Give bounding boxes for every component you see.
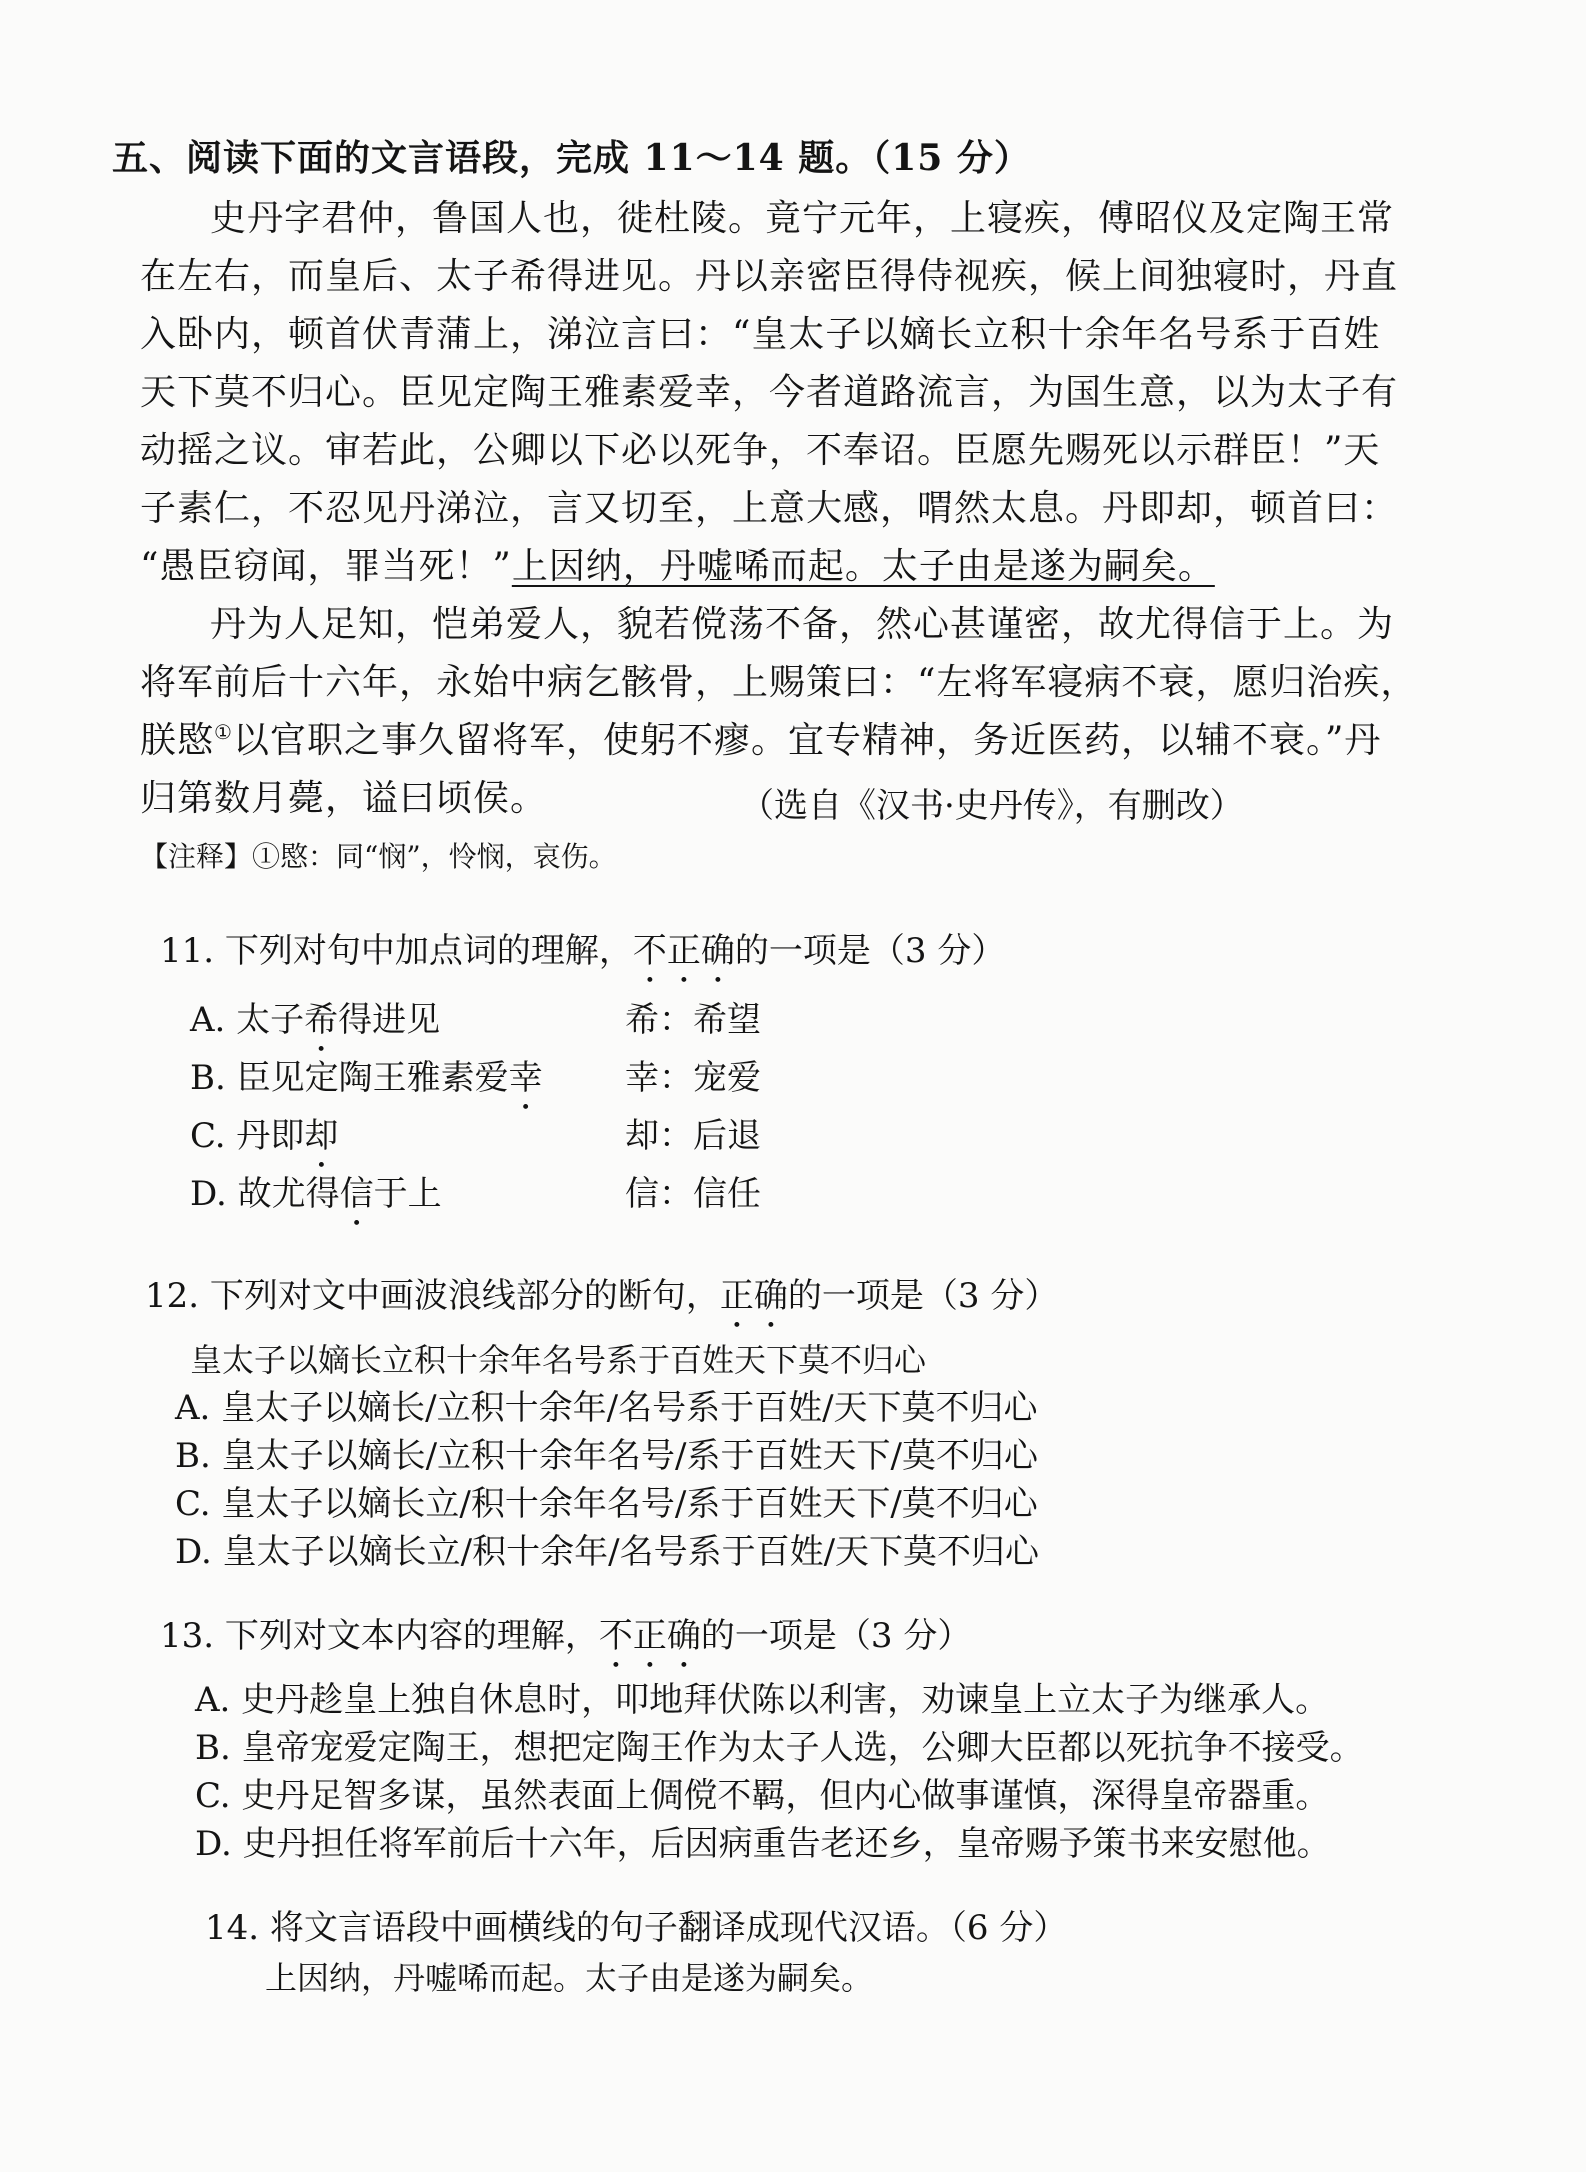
dotted-word: 却 bbox=[304, 1116, 339, 1156]
option-c: C. 皇太子以嫡长立/积十余年名号/系于百姓天下/莫不归心 bbox=[175, 1484, 1038, 1524]
section-title: 五、阅读下面的文言语段，完成 11～14 题。（15 分） bbox=[112, 137, 1031, 179]
option-a: A. 皇太子以嫡长/立积十余年/名号系于百姓/天下莫不归心 bbox=[175, 1388, 1038, 1428]
option-text: B. 臣见定陶王雅素爱 bbox=[190, 1058, 509, 1098]
option-b bbox=[160, 1049, 1490, 1107]
option-d: D. 皇太子以嫡长立/积十余年/名号系于百姓/天下莫不归心 bbox=[175, 1532, 1040, 1572]
option-c: C. 史丹足智多谋，虽然表面上倜傥不羁，但内心做事谨慎，深得皇帝器重。 bbox=[195, 1776, 1330, 1816]
option-d: D. 史丹担任将军前后十六年，后因病重告老还乡，皇帝赐予策书来安慰他。 bbox=[195, 1824, 1331, 1864]
dotted-word: 幸 bbox=[508, 1058, 543, 1098]
wavy-sentence: 皇太子以嫡长立积十余年名号系于百姓天下莫不归心 bbox=[190, 1341, 927, 1379]
question-11 bbox=[160, 925, 1490, 1223]
passage-line: 史丹字君仲，鲁国人也，徙杜陵。竟宁元年，上寝疾，傅昭仪及定陶王常 bbox=[210, 198, 1395, 239]
passage-line: 入卧内，顿首伏青蒲上，涕泣言曰：“皇太子以嫡长立积十余年名号系于百姓 bbox=[140, 314, 1381, 355]
option-d bbox=[160, 1165, 1490, 1223]
option-text: 于上 bbox=[373, 1174, 442, 1214]
passage-line: 将军前后十六年，永始中病乞骸骨，上赐策曰：“左将军寝病不衰，愿归治疾， bbox=[140, 662, 1418, 703]
stem-text: 的一项是（3 分） bbox=[787, 1276, 1059, 1316]
question-stem bbox=[160, 1610, 1490, 1676]
dotted-word: 信 bbox=[339, 1174, 374, 1214]
classical-passage bbox=[140, 190, 1430, 828]
stem-text: 12. 下列对文中画波浪线部分的断句， bbox=[145, 1276, 720, 1316]
passage-line: 动摇之议。审若此，公卿以下必以死争，不奉诏。臣愿先赐死以示群臣！”天 bbox=[140, 430, 1381, 471]
dotted-word: 希 bbox=[304, 1000, 339, 1040]
stem-text: 的一项是（3 分） bbox=[700, 1616, 972, 1656]
passage-text: 朕愍 bbox=[140, 720, 215, 761]
stem-emphasis: 正确 bbox=[719, 1276, 788, 1316]
option-b: B. 皇太子以嫡长/立积十余年名号/系于百姓天下/莫不归心 bbox=[175, 1436, 1038, 1476]
stem-text: 13. 下列对文本内容的理解， bbox=[160, 1616, 599, 1656]
stem-emphasis: 不正确 bbox=[632, 931, 735, 971]
option-gloss: 却：后退 bbox=[625, 1116, 761, 1156]
passage-line: 归第数月薨，谥曰顷侯。 bbox=[140, 778, 548, 819]
question-stem bbox=[160, 925, 1490, 991]
option-text: C. 丹即 bbox=[190, 1116, 305, 1156]
option-a: A. 史丹趁皇上独自休息时，叩地拜伏陈以利害，劝谏皇上立太子为继承人。 bbox=[195, 1680, 1330, 1720]
footnote-marker: ① bbox=[214, 720, 233, 744]
option-b: B. 皇帝宠爱定陶王，想把定陶王作为太子人选，公卿大臣都以死抗争不接受。 bbox=[195, 1728, 1364, 1768]
passage-source: （选自《汉书·史丹传》，有删改） bbox=[740, 786, 1244, 826]
question-stem: 14. 将文言语段中画横线的句子翻译成现代汉语。（6 分） bbox=[205, 1908, 1068, 1948]
option-gloss: 希：希望 bbox=[625, 1000, 761, 1040]
underlined-sentence: 上因纳，丹嘘唏而起。太子由是遂为嗣矣。 bbox=[511, 546, 1215, 587]
option-text: A. 太子 bbox=[190, 1000, 305, 1040]
stem-emphasis: 不正确 bbox=[598, 1616, 701, 1656]
passage-line bbox=[140, 712, 1430, 770]
question-stem bbox=[145, 1270, 1475, 1336]
passage-text: 以官职之事久留将军，使躬不瘳。宜专精神，务近医药，以辅不衰。”丹 bbox=[232, 720, 1382, 761]
passage-line: 子素仁，不忍见丹涕泣，言又切至，上意大感，喟然太息。丹即却，顿首曰： bbox=[140, 488, 1399, 529]
passage-line: 丹为人足知，恺弟爱人，貌若傥荡不备，然心甚谨密，故尤得信于上。为 bbox=[210, 604, 1395, 645]
stem-text: 11. 下列对句中加点词的理解， bbox=[160, 931, 633, 971]
passage-line bbox=[140, 538, 1430, 596]
option-text: 得进见 bbox=[338, 1000, 441, 1040]
option-c bbox=[160, 1107, 1490, 1165]
option-a bbox=[160, 991, 1490, 1049]
footnote: 【注释】①愍：同“悯”，怜悯，哀伤。 bbox=[140, 840, 617, 873]
passage-line: 在左右，而皇后、太子希得进见。丹以亲密臣得侍视疾，候上间独寝时，丹直 bbox=[140, 256, 1399, 297]
question-13 bbox=[160, 1610, 1490, 1868]
passage-line: 天下莫不归心。臣见定陶王雅素爱幸，今者道路流言，为国生意，以为太子有 bbox=[140, 372, 1399, 413]
option-text: D. 故尤得 bbox=[190, 1174, 340, 1214]
translation-sentence: 上因纳，丹嘘唏而起。太子由是遂为嗣矣。 bbox=[265, 1959, 874, 1997]
option-gloss: 信：信任 bbox=[625, 1174, 761, 1214]
option-gloss: 幸：宠爱 bbox=[625, 1058, 761, 1098]
passage-quote: “愚臣窃闻，罪当死！” bbox=[140, 546, 512, 587]
question-12 bbox=[145, 1270, 1475, 1576]
question-14 bbox=[205, 1902, 1535, 2002]
stem-text: 的一项是（3 分） bbox=[734, 931, 1006, 971]
